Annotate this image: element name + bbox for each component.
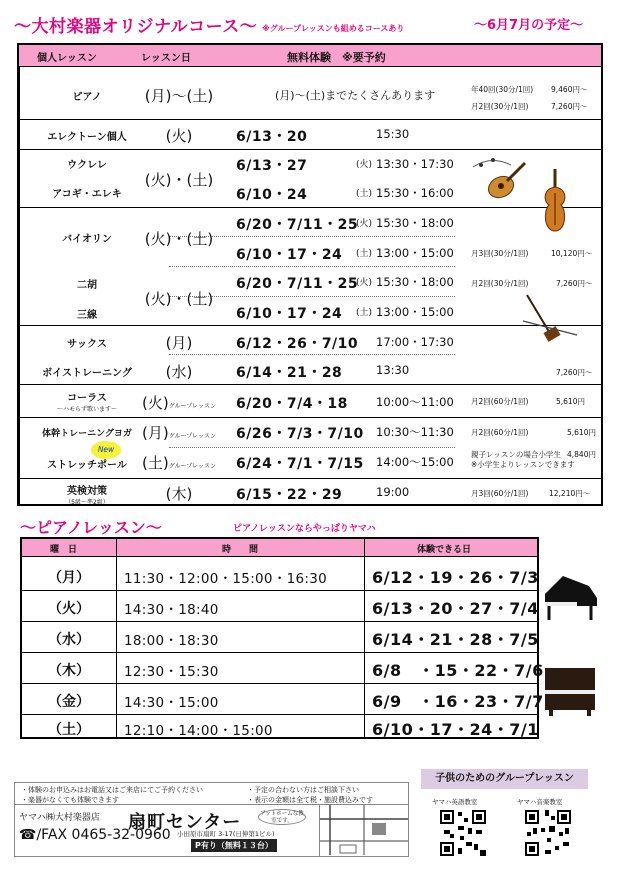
qr-label-english: ヤマハ英語教室	[432, 798, 478, 806]
ukulele-date: 6/13・27	[236, 158, 308, 174]
fee-niko	[471, 278, 593, 289]
violin-time-1: 15:30・18:00	[376, 216, 454, 230]
violin-date-2: 6/10・17・24	[236, 247, 343, 263]
fee-stretch-1-value: 4,840円	[567, 450, 596, 459]
fee-piano-2	[471, 101, 588, 112]
fee-voice-value: 7,260円～	[556, 368, 593, 377]
piano-row-time: 14:30・15:00	[124, 695, 219, 711]
piano-info: (月)～(土)までたくさんあります	[275, 89, 436, 102]
upright-piano-illustration	[541, 664, 599, 718]
piano-row-date: 6/13・20・27・7/4	[372, 599, 539, 618]
violin-time-2: 13:00・15:00	[376, 246, 454, 260]
chorus-day-label: (火)	[142, 394, 169, 412]
niko-date: 6/20・7/11・25	[236, 276, 359, 292]
piano-day: (月)～(土)	[144, 87, 214, 105]
course-electone: エレクトーン個人	[47, 132, 127, 143]
piano-section-note: ピアノレッスンならやっぱりヤマハ	[233, 524, 376, 534]
course-yoga: 体幹トレーニングヨガ	[42, 429, 132, 439]
fee-violin	[471, 248, 593, 259]
fee-niko-label: 月2回(30分/1回)	[471, 279, 529, 288]
chorus-sub: ～ハモらず歌います～	[56, 406, 117, 413]
yoga-day	[124, 422, 234, 443]
piano-row-day: （火）	[48, 601, 90, 617]
niko-day: (火)・(土)	[144, 290, 214, 308]
eiken-time: 19:00	[376, 485, 410, 499]
ukulele-mark: (火)	[356, 160, 373, 170]
qr-code-english[interactable]	[438, 808, 488, 858]
header-trial: 無料体験 ※要予約	[287, 51, 386, 64]
piano-row-date: 6/8 ・15・22・7/6	[372, 661, 544, 680]
grand-piano-illustration	[541, 572, 601, 622]
stretch-grp: グループレッスン	[168, 463, 216, 470]
page-title: ～大村楽器オリジナルコース～	[14, 17, 258, 37]
piano-row-time: 11:30・12:00・15:00・16:30	[124, 571, 328, 587]
shop-address: 小田原市扇町 3-17(日伸第1ビル)	[177, 830, 275, 838]
violin-mark-1: (火)	[356, 219, 373, 229]
erhu-illustration	[521, 291, 581, 349]
piano-row-day: （土）	[48, 722, 90, 738]
qr-label-music: ヤマハ音楽教室	[517, 798, 563, 806]
yoga-time: 10:30～11:30	[376, 425, 454, 439]
niko-mark: (火)	[356, 278, 373, 288]
map	[319, 805, 408, 856]
qr-code-music[interactable]	[523, 808, 573, 858]
fee-eiken	[471, 488, 591, 499]
fee-piano-1-label: 年40回(30分/1回)	[471, 85, 534, 94]
footer-note: ・予定の合わない方はご相談下さい	[247, 786, 359, 794]
piano-section-title: ～ピアノレッスン～	[20, 518, 162, 537]
eiken-sub: （5級～準2級）	[65, 499, 109, 506]
piano-table-header	[22, 539, 537, 557]
stretch-time: 14:00～15:00	[376, 455, 454, 469]
chorus-grp: グループレッスン	[168, 403, 216, 410]
course-table-header	[19, 45, 601, 67]
fee-eiken-value: 12,210円～	[549, 489, 591, 498]
violin-mark-2: (土)	[356, 249, 373, 259]
piano-header-time: 時 間	[222, 545, 259, 555]
course-table	[17, 43, 603, 506]
sax-day: (月)	[165, 334, 193, 352]
fee-stretch-2	[471, 459, 575, 470]
fee-chorus-label: 月2回(60分/1回)	[471, 397, 529, 406]
header-lesson: 個人レッスン	[37, 53, 97, 64]
fee-stretch-1-label: 親子レッスンの場合小学生	[471, 450, 561, 459]
piano-row-time: 12:30・15:30	[124, 664, 219, 680]
footer-note: ・楽器がなくても体験できます	[21, 796, 119, 804]
voice-time: 13:30	[376, 363, 410, 377]
sax-time: 17:00・17:30	[376, 335, 454, 349]
chorus-day	[124, 392, 234, 413]
violin-day: (火)・(土)	[144, 230, 214, 248]
piano-row-day: （金）	[48, 694, 90, 710]
piano-table	[20, 537, 544, 739]
violin-illustration	[540, 167, 570, 235]
course-sanshin: 三線	[77, 310, 97, 321]
electone-time: 15:30	[376, 127, 410, 141]
course-piano: ピアノ	[72, 92, 102, 103]
fee-violin-label: 月3回(30分/1回)	[471, 249, 529, 258]
piano-row-date: 6/14・21・28・7/5	[372, 630, 539, 649]
sanshin-time: 13:00・15:00	[376, 305, 454, 319]
course-violin: バイオリン	[62, 234, 112, 245]
shop-bubble: アットホームな教室です。	[258, 809, 306, 825]
electone-date: 6/13・20	[236, 129, 308, 145]
stretch-date: 6/24・7/1・7/15	[236, 456, 364, 472]
piano-row-date: 6/12・19・26・7/3	[372, 568, 539, 587]
fee-yoga-label: 月2回(60分/1回)	[471, 428, 529, 437]
piano-row-day: （木）	[48, 663, 90, 679]
course-niko: 二胡	[77, 280, 97, 291]
fee-niko-value: 7,260円～	[556, 279, 593, 288]
group-note: ※グループレッスンも組めるコースあり	[262, 24, 405, 33]
ukulele-time: 13:30・17:30	[376, 157, 454, 171]
fee-chorus	[471, 396, 585, 407]
fee-piano-1	[471, 84, 588, 95]
ukulele-day: (火)・(土)	[144, 171, 214, 189]
group-lesson-title: 子供のためのグループレッスン	[421, 769, 588, 789]
eiken-name: 英検対策	[67, 486, 107, 497]
fee-yoga-value: 5,610円	[567, 428, 596, 437]
fee-stretch-2-label: ※小学生よりレッスンできます	[471, 460, 575, 469]
course-voice: ボイストレーニング	[42, 368, 132, 379]
yoga-date: 6/26・7/3・7/10	[236, 426, 364, 442]
voice-day: (水)	[165, 363, 193, 381]
schedule-heading: ～6月7月の予定～	[474, 18, 584, 33]
footer-notes	[15, 783, 408, 805]
fee-violin-value: 10,120円～	[551, 249, 593, 258]
fee-piano-2-label: 月2回(30分/1回)	[471, 102, 529, 111]
footer-note: ・体験のお申込みはお電話又はご来店にてご予約ください	[21, 786, 203, 794]
parking-badge: P有り（無料１３台）	[191, 839, 277, 852]
guitar-illustration	[471, 153, 531, 201]
header-day: レッスン日	[141, 53, 191, 64]
fee-chorus-value: 5,610円	[556, 397, 585, 406]
fee-piano-1-value: 9,460円～	[551, 85, 588, 94]
shop-info-box	[14, 782, 409, 857]
piano-row-day: （水）	[48, 632, 90, 648]
map-illustration	[320, 805, 408, 855]
eiken-date: 6/15・22・29	[236, 487, 343, 503]
eiken-day: (木)	[165, 485, 193, 503]
stretch-day-label: (土)	[142, 454, 169, 472]
niko-time: 15:30・18:00	[376, 275, 454, 289]
chorus-name: コーラス	[67, 393, 107, 404]
shop-name: 扇町センター	[128, 812, 242, 833]
piano-row-date: 6/10・17・24・7/1	[372, 720, 539, 739]
electone-day: (火)	[165, 127, 193, 145]
violin-date-1: 6/20・7/11・25	[236, 217, 359, 233]
piano-row-time: 14:30・18:40	[124, 602, 219, 618]
stretch-day	[124, 452, 234, 473]
sax-date: 6/12・26・7/10	[236, 336, 359, 352]
piano-row-time: 18:00・18:30	[124, 633, 219, 649]
acogi-time: 15:30・16:00	[376, 186, 454, 200]
sanshin-date: 6/10・17・24	[236, 306, 343, 322]
course-ukulele: ウクレレ	[67, 160, 107, 171]
sanshin-mark: (土)	[356, 308, 373, 318]
shop-sub: ヤマハ㈱大村楽器店	[19, 813, 100, 823]
chorus-date: 6/20・7/4・18	[236, 396, 348, 412]
fee-piano-2-value: 7,260円～	[551, 102, 588, 111]
piano-row-time: 12:10・14:00・15:00	[124, 723, 273, 739]
acogi-date: 6/10・24	[236, 187, 308, 203]
yoga-day-label: (月)	[142, 424, 169, 442]
chorus-time: 10:00～11:00	[376, 395, 454, 409]
fee-eiken-label: 月3回(60分/1回)	[471, 489, 529, 498]
piano-row-day: （月）	[48, 570, 90, 586]
course-stretch: ストレッチポール	[47, 460, 127, 471]
fee-yoga	[471, 427, 596, 438]
piano-row-date: 6/9 ・16・23・7/7	[372, 692, 544, 711]
yoga-grp: グループレッスン	[168, 433, 216, 440]
piano-header-date: 体験できる日	[417, 545, 472, 555]
shop-tel: ☎/FAX 0465-32-0960	[19, 827, 171, 843]
footer-note: ・表示の金額は全て税・施設費込みです	[247, 796, 373, 804]
acogi-mark: (土)	[356, 189, 373, 199]
course-sax: サックス	[67, 339, 107, 350]
course-acogi: アコギ・エレキ	[52, 189, 122, 200]
voice-date: 6/14・21・28	[236, 365, 343, 381]
piano-header-day: 曜 日	[50, 545, 78, 555]
new-badge: New	[91, 441, 121, 459]
